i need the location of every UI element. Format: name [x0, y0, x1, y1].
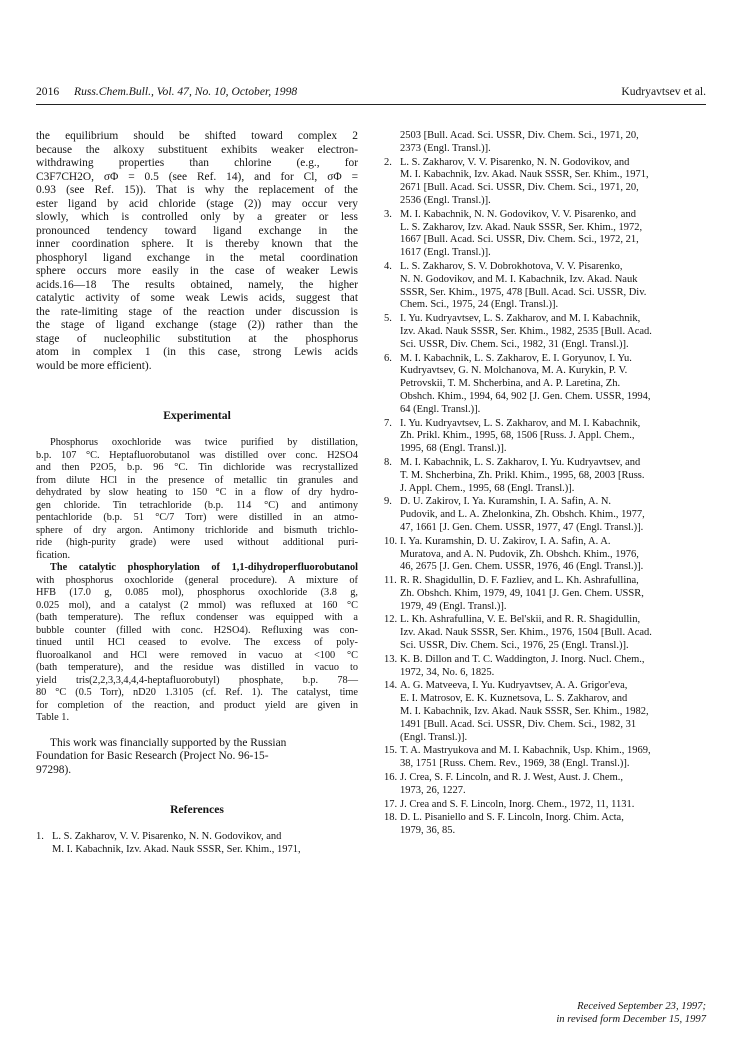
reference-line: 2503 [Bull. Acad. Sci. USSR, Div. Chem. Sci., 1971, 20, [400, 130, 639, 141]
reference-number: 13. [384, 653, 398, 665]
text-line: the rate-limiting stage of the reaction under discussion is [36, 305, 358, 318]
reference-number: 12. [384, 614, 398, 626]
reference-line: J. Crea and S. F. Lincoln, Inorg. Chem., 1972, 11, 1131. [400, 798, 635, 810]
text-line: withdrawing properties than chlorine (e.g., for [36, 157, 358, 169]
reference-item [384, 680, 706, 744]
reference-item [384, 745, 706, 771]
reference-item [384, 654, 706, 680]
reference-line: 2536 (Engl. Transl.)]. [400, 194, 491, 206]
references-list-left [36, 831, 358, 857]
text-line: fluoroalkanol and HCl were removed in vacuo at <100 °C [36, 649, 358, 661]
reference-line: E. I. Matrosov, E. K. Kuznetsova, L. S. Zakharov, and [400, 693, 628, 705]
text-line: with phosphorus oxochloride (general procedure). A mixture of [36, 574, 358, 586]
reference-line: (Engl. Transl.)]. [400, 731, 468, 743]
reference-line: M. I. Kabachnik, N. N. Godovikov, V. V. Pisarenko, and [400, 208, 636, 220]
text-line: stage of nucleophilic substitution at the phosphorus [36, 332, 358, 345]
reference-line: 1667 [Bull. Acad. Sci. USSR, Div. Chem. Sci., 1972, 21, [400, 234, 639, 246]
reference-item [384, 536, 706, 574]
reference-line: 1995, 68 (Engl. Transl.)]. [400, 443, 507, 455]
reference-number: 16. [384, 772, 398, 784]
right-column [384, 130, 706, 838]
reference-number: 4. [384, 260, 392, 272]
reference-number: 9. [384, 496, 392, 508]
reference-item [384, 799, 706, 812]
text-line: bubble counter (filled with conc. H2SO4). Refluxing was con- [36, 624, 358, 636]
text-line: sphere occurs more easily in the case of weaker Lewis [36, 265, 358, 277]
text-line: Table 1. [36, 712, 70, 723]
reference-item [384, 261, 706, 312]
reference-line: Chem. Sci., 1975, 24 (Engl. Transl.)]. [400, 299, 559, 311]
text-line: the equilibrium should be shifted toward complex 2 [36, 130, 358, 142]
reference-item [384, 457, 706, 495]
reference-line: 38, 1751 [Russ. Chem. Rev., 1969, 38 (Engl. Transl.)]. [400, 758, 630, 770]
reference-item [384, 575, 706, 613]
reference-line: L. S. Zakharov, V. V. Pisarenko, N. N. Godovikov, and [400, 156, 630, 168]
text-line: sphere of dry argon. Antimony trichloride and bismuth trichlo- [36, 524, 358, 536]
text-line: yield tris(2,2,3,3,4,4,4-heptafluorobutyl) phosphate, b.p. 78— [36, 674, 358, 686]
reference-line: SSSR, Ser. Khim., 1975, 478 [Bull. Acad. Sci. USSR, Div. [400, 286, 647, 298]
reference-item [384, 209, 706, 260]
reference-line: Obshch. Khim., 1994, 64, 902 [J. Gen. Chem. USSR, 1994, [400, 390, 651, 402]
reference-line: Sci. USSR, Div. Chem. Sci., 1976, 25 (Engl. Transl.)]. [400, 640, 629, 652]
reference-number: 5. [384, 313, 392, 325]
text-line: tinued until HCl ceased to evolve. The excess of poly- [36, 637, 358, 648]
reference-number: 15. [384, 745, 398, 757]
reference-line: 2373 (Engl. Transl.)]. [400, 142, 491, 154]
text-line: (bath temperature), and the residue was distilled in vacuo to [36, 662, 358, 673]
text-line: 0.93 (see Ref. 15)). That is why the replacement of the [36, 184, 358, 196]
text-line: from dilute HCl in the presence of metallic tin granules and [36, 474, 358, 486]
text-line: because the alkoxy substituent exhibits weaker electron- [36, 143, 358, 156]
reference-item [384, 313, 706, 351]
reference-line: 1979, 49 (Engl. Transl.)]. [400, 600, 507, 612]
experimental-paragraph-1 [36, 437, 358, 562]
reference-line: Zh. Prikl. Khim., 1995, 68, 1506 [Russ. J. Appl. Chem., [400, 430, 635, 442]
reference-line: 2671 [Bull. Acad. Sci. USSR, Div. Chem. Sci., 1971, 20, [400, 182, 639, 194]
text-line: pentachloride (b.p. 51 °C/7 Torr) were distilled in an atmo- [36, 512, 358, 523]
reference-line: J. Appl. Chem., 1995, 68 (Engl. Transl.)]. [400, 482, 575, 494]
text-line: 0.025 mol), and a catalyst (2 mmol) was refluxed at 160 °C [36, 599, 358, 611]
text-line: gen chloride. Tin tetrachloride (b.p. 114 °C) and antimony [36, 499, 358, 511]
reference-number: 8. [384, 456, 392, 468]
text-line: slowly, which is controlled only by a greater or less [36, 211, 358, 223]
reference-item [384, 772, 706, 798]
received-date: Received September 23, 1997; [577, 1001, 706, 1012]
experimental-heading: Experimental [163, 409, 231, 422]
text-line: 80 °C (0.5 Torr), nD20 1.3105 (cf. Ref. 1). The catalyst, time [36, 687, 358, 698]
text-line: catalytic activity of some weak Lewis acids, suggest that [36, 292, 358, 304]
reference-line: M. I. Kabachnik, Izv. Akad. Nauk SSSR, Ser. Khim., 1971, [52, 843, 301, 855]
text-line: dehydrated by slow heating to 150 °C in a flow of dry hydro- [36, 487, 358, 498]
text-line: This work was financially supported by the Russian [50, 736, 287, 749]
reference-number: 11. [384, 575, 397, 587]
reference-line: M. I. Kabachnik, Izv. Akad. Nauk SSSR, Ser. Khim., 1982, [400, 706, 649, 718]
reference-number: 3. [384, 208, 392, 220]
left-column [36, 130, 358, 857]
reference-item [384, 614, 706, 652]
reference-line: 47, 1661 [J. Gen. Chem. USSR, 1977, 47 (Engl. Transl.)]. [400, 521, 644, 533]
text-line: (bath temperature). The reflux condenser was equipped with a [36, 612, 358, 623]
reference-line: Petrovskii, T. M. Shcherbina, and A. P. Laretina, Zh. [400, 378, 621, 390]
reference-line: Kudryavtsev, G. N. Molchanova, M. A. Kurykin, P. V. [400, 365, 628, 377]
reference-number: 14. [384, 680, 398, 692]
text-line: ride (high-purity grade) were used without additional puri- [36, 537, 358, 548]
reference-number: 10. [384, 535, 398, 547]
header-rule [36, 104, 706, 105]
reference-number: 6. [384, 352, 392, 364]
reference-item [384, 130, 706, 156]
reference-number: 7. [384, 417, 392, 429]
reference-item [384, 496, 706, 534]
reference-item [384, 812, 706, 838]
reference-number: 2. [384, 156, 392, 168]
reference-line: T. A. Mastryukova and M. I. Kabachnik, Usp. Khim., 1969, [400, 745, 651, 757]
acknowledgement [36, 737, 358, 778]
journal-citation: Russ.Chem.Bull., Vol. 47, No. 10, October, 1998 [74, 85, 298, 98]
text-line: phosphoryl ligand exchange in the metal coordination [36, 251, 358, 264]
reference-line: L. S. Zakharov, V. V. Pisarenko, N. N. Godovikov, and [52, 831, 282, 842]
reference-line: I. Yu. Kudryavtsev, L. S. Zakharov, and M. I. Kabachnik, [400, 313, 641, 325]
reference-line: L. S. Zakharov, Izv. Akad. Nauk SSSR, Ser. Khim., 1972, [400, 221, 643, 233]
reference-line: Sci. USSR, Div. Chem. Sci., 1982, 31 (Engl. Transl.)]. [400, 338, 629, 350]
reference-line: 1973, 26, 1227. [400, 784, 466, 796]
text-line: b.p. 107 °C. Heptafluorobutanol was distilled over conc. H2SO4 [36, 449, 358, 461]
text-line: fication. [36, 549, 71, 561]
text-line: Phosphorus oxochloride was twice purified by distillation, [50, 437, 358, 448]
reference-number: 1. [36, 831, 44, 842]
reference-line: M. I. Kabachnik, Izv. Akad. Nauk SSSR, Ser. Khim., 1971, [400, 169, 649, 181]
reference-line: M. I. Kabachnik, L. S. Zakharov, E. I. Goryunov, I. Yu. [400, 352, 632, 364]
text-line: pronounced tendency toward ligand exchange in the [36, 224, 358, 237]
reference-line: L. Kh. Ashrafullina, V. E. Bel'skii, and R. R. Shagidullin, [400, 614, 641, 626]
reference-line: D. L. Pisaniello and S. F. Lincoln, Inorg. Chim. Acta, [400, 812, 624, 824]
reference-number: 18. [384, 812, 398, 824]
reference-line: T. M. Shcherbina, Zh. Prikl. Khim., 1995, 68, 2003 [Russ. [400, 469, 645, 481]
reference-line: I. Yu. Kudryavtsev, L. S. Zakharov, and M. I. Kabachnik, [400, 417, 641, 429]
experimental-paragraph-2 [36, 562, 358, 725]
references-heading: References [170, 803, 224, 816]
reference-item [384, 353, 706, 417]
reference-line: K. B. Dillon and T. C. Waddington, J. Inorg. Nucl. Chem., [400, 653, 645, 665]
reference-line: 1617 (Engl. Transl.)]. [400, 247, 491, 259]
reference-line: Pudovik, and L. A. Zhelonkina, Zh. Obshch. Khim., 1977, [400, 509, 645, 521]
reference-line: N. N. Godovikov, and M. I. Kabachnik, Izv. Akad. Nauk [400, 273, 638, 285]
text-line: acids.16—18 The results obtained, namely, the higher [36, 278, 358, 291]
reference-line: Muratova, and A. N. Pudovik, Zh. Obshch. Khim., 1976, [400, 548, 639, 560]
text-line: the stage of ligand exchange (stage (2)) rather than the [36, 319, 358, 331]
text-line: 97298). [36, 763, 72, 776]
reference-number: 17. [384, 798, 398, 810]
text-line: would be more efficient). [36, 359, 152, 372]
reference-line: 46, 2675 [J. Gen. Chem. USSR, 1976, 46 (Engl. Transl.)]. [400, 561, 644, 573]
reference-line: Izv. Akad. Nauk SSSR, Ser. Khim., 1976, 1504 [Bull. Acad. [400, 627, 652, 639]
text-line: ester ligand by acid chloride (stage (2)) may occur very [36, 197, 358, 210]
reference-line: 64 (Engl. Transl.)]. [400, 403, 481, 415]
reference-line: 1491 [Bull. Acad. Sci. USSR, Div. Chem. Sci., 1982, 31 [400, 718, 637, 730]
revised-date: in revised form December 15, 1997 [556, 1014, 706, 1025]
reference-line: Zh. Obshch. Khim, 1979, 49, 1041 [J. Gen. Chem. USSR, [400, 587, 644, 599]
reference-line: M. I. Kabachnik, L. S. Zakharov, I. Yu. Kudryavtsev, and [400, 456, 641, 468]
reference-line: A. G. Matveeva, I. Yu. Kudryavtsev, A. A. Grigor'eva, [400, 680, 628, 692]
text-line: Foundation for Basic Research (Project No. 96-15- [36, 750, 269, 762]
reference-line: J. Crea, S. F. Lincoln, and R. J. West, Aust. J. Chem., [400, 772, 623, 784]
text-line: and then P2O5, b.p. 96 °C. Tin dichloride was recrystallized [36, 462, 358, 473]
received-dates [556, 1000, 706, 1026]
reference-line: 1972, 34, No. 6, 1825. [400, 666, 495, 678]
text-line: The catalytic phosphorylation of 1,1-dihydroperfluorobutanol [50, 562, 358, 573]
reference-item [384, 157, 706, 208]
text-line: inner coordination sphere. It is thereby known that the [36, 238, 358, 250]
reference-line: I. Ya. Kuramshin, D. U. Zakirov, I. A. Safin, A. A. [400, 535, 611, 547]
text-line: atom in complex 1 (in this case, strong Lewis acids [36, 346, 358, 358]
reference-line: L. S. Zakharov, S. V. Dobrokhotova, V. V. Pisarenko, [400, 260, 623, 272]
discussion-paragraph [36, 130, 358, 373]
text-line: C3F7CH2O, σΦ = 0.5 (see Ref. 14), and for Cl, σΦ = [36, 170, 358, 183]
reference-line: R. R. Shagidullin, D. F. Fazliev, and L. Kh. Ashrafullina, [400, 575, 639, 587]
reference-line: 1979, 36, 85. [400, 825, 456, 837]
reference-item [36, 831, 358, 857]
text-line: HFB (17.0 g, 0.085 mol), phosphorus oxochloride (3.8 g, [36, 587, 358, 598]
references-list-right [384, 130, 706, 838]
reference-line: Izv. Akad. Nauk SSSR, Ser. Khim., 1982, 2535 [Bull. Acad. [400, 325, 652, 337]
reference-item [384, 418, 706, 456]
text-line: for completion of the reaction, and product yield are given in [36, 699, 358, 711]
reference-line: D. U. Zakirov, I. Ya. Kuramshin, I. A. Safin, A. N. [400, 496, 612, 508]
page-number: 2016 [36, 85, 60, 98]
running-authors: Kudryavtsev et al. [621, 85, 706, 98]
